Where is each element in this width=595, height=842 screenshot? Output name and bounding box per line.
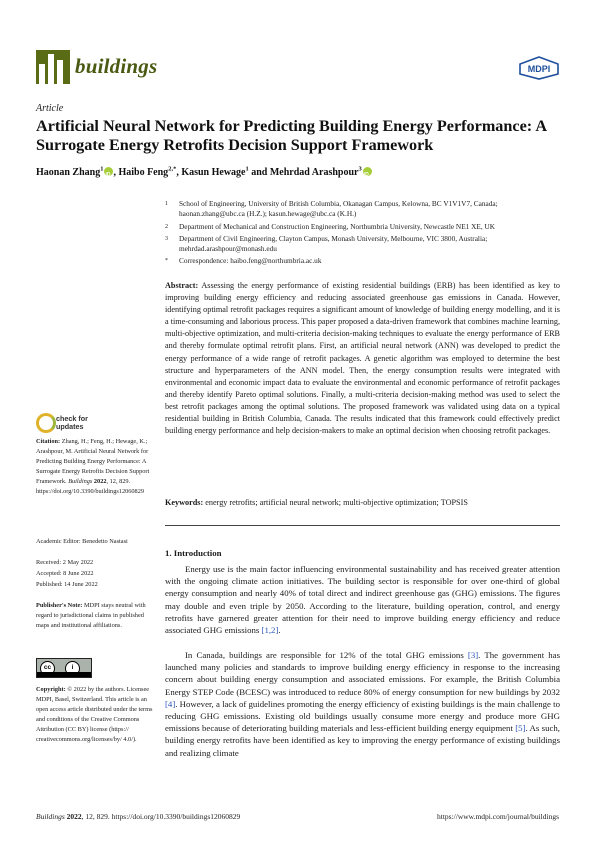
- cc-badge-bar: [37, 672, 91, 677]
- author-name[interactable]: Haibo Feng: [118, 167, 169, 178]
- publisher-note-text: MDPI stays neutral with regard to jurisdictional claims in published maps and institutional affiliations.: [36, 602, 146, 629]
- footer-journal-url[interactable]: https://www.mdpi.com/journal/buildings: [436, 812, 559, 821]
- footer-citation: [36, 812, 240, 821]
- abstract: [165, 280, 560, 437]
- accepted-date: Accepted: 8 June 2022: [36, 570, 94, 577]
- citation-block: [36, 437, 154, 496]
- keywords-label: Keywords:: [165, 498, 204, 507]
- abstract-text: Assessing the energy performance of existing residential buildings (ERB) has been identified as key to improving building energy efficiency and reducing associated greenhouse gas emissions in Canada. However, identifying optimal retrofit packages requires a significant amount of knowledge of building energy modelling, and it is a time-consuming and laborious process. This paper proposed a data-driven framework that combines machine learning, multi-objective optimization, and multi-criteria decision-making techniques to evaluate the energy performance of ERB and thereby formulate optimal retrofit plans. First, an artificial neural network (ANN) was developed to predict the energy performance of a wide range of retrofit packages. A genetic algorithm was employed to determine the best structure and hyperparameters of the ANN model. Then, the energy consumption results were integrated with environmental and economic impact data to evaluate the environmental and economic performance of retrofit packages and thereby identify Pareto optimal solutions. Finally, a multi-criteria decision-making method was used to select the best retrofit packages among the optimal solutions. The proposed framework was validated using data on a typical residential building in British Columbia, Canada. The results indicated that this framework could effectively predict building energy performance and help decision-makers to make an optimal decision when choosing retrofit packages.: [165, 281, 560, 436]
- keywords-text: energy retrofits; artificial neural network; multi-objective optimization; TOPSIS: [205, 498, 468, 507]
- author-separator: ,: [113, 167, 119, 178]
- journal-header: [36, 48, 559, 88]
- cc-by-license-badge[interactable]: [36, 658, 92, 678]
- author-name[interactable]: Haonan Zhang: [36, 167, 101, 178]
- citation-journal: Buildings: [68, 477, 93, 485]
- intro-paragraph-2: In Canada, buildings are responsible for 12% of the total GHG emissions [3]. The government has launched many policies and standards to improve building energy efficiency in response to the increasing concern about building energy consumption and associated emissions. For example, the British Columbia Energy STEP Code (BCESC) was introduced to reduce 80% of energy consumption for new buildings by 2032 [4]. However, a lack of guidelines promoting the energy efficiency of existing buildings is the main challenge to reducing GHG emissions. Existing old buildings usually consume more energy and produce more GHG emissions because of deteriorating building materials and less-efficient building energy equipment [5]. As such, building energy retrofits have been identified as key to improving the energy performance of existing buildings and realizing climate: [165, 650, 561, 758]
- abstract-label: Abstract:: [165, 281, 199, 290]
- paragraph-text: Energy use is the main factor influencing environmental sustainability and has received greater attention with the ongoing climate action initiatives. The building sector is responsible for over one-third of global energy consumption and nearly 40% of total direct and indirect greenhouse gas (GHG) emissions. The figures may double and even triple by 2050. According to the literature, building operation, control, and energy retrofits have garnered greater attention for their need to improve building energy efficiency and reduce associated GHG emissions: [165, 564, 560, 636]
- author-affil: 3: [358, 165, 362, 173]
- check-updates-icon: [36, 413, 56, 433]
- author-separator: ,: [176, 167, 182, 178]
- mdpi-logo-icon[interactable]: [519, 56, 559, 80]
- author-list: [36, 166, 576, 180]
- citation-doi[interactable]: , 12, 829. https://doi.org/10.3390/buildings12060829: [36, 477, 144, 495]
- check-for-updates-button[interactable]: [36, 413, 106, 435]
- citation-link[interactable]: [4]: [165, 698, 176, 709]
- publisher-note: [36, 601, 154, 631]
- published-date: Published: 14 June 2022: [36, 581, 98, 588]
- author-name[interactable]: Kasun Hewage: [181, 167, 246, 178]
- mdpi-logo-text: MDPI: [527, 64, 551, 74]
- footer-year: 2022: [66, 812, 82, 821]
- citation-link[interactable]: [5]: [515, 723, 526, 734]
- journal-name: buildings: [75, 54, 158, 78]
- author-name[interactable]: Mehrdad Arashpour: [269, 167, 359, 178]
- copyright-block: [36, 685, 154, 744]
- orcid-icon[interactable]: [363, 167, 372, 176]
- affiliation-1: [165, 199, 565, 219]
- citation-link[interactable]: [3]: [467, 650, 479, 660]
- citation-label: Citation:: [36, 438, 61, 445]
- academic-editor: Academic Editor: Benedetto Nastasi: [36, 538, 128, 545]
- author-affil: 1: [245, 165, 249, 173]
- affiliation-number: *: [165, 258, 168, 264]
- affiliation-number: 3: [165, 236, 168, 242]
- footer-doi[interactable]: , 12, 829. https://doi.org/10.3390/buildings12060829: [81, 812, 241, 821]
- citation-link[interactable]: [1,2]: [261, 625, 279, 636]
- correspondence-text: Correspondence: haibo.feng@northumbria.ac.uk: [179, 256, 322, 265]
- affiliation-text: School of Engineering, University of British Columbia, Okanagan Campus, Kelowna, BC V1V1V7, Canada; haonan.zhang@ubc.ca (H.Z.); kasun.hewage@ubc.ca (K.H.): [179, 199, 498, 218]
- check-updates-label: check for updates: [56, 414, 88, 431]
- citation-text: Zhang, H.; Feng, H.; Hewage, K.; Arashpour, M. Artificial Neural Network for Predicting Building Energy Performance: A Surrogate Energy Retrofits Decision Support Framework.: [36, 438, 150, 485]
- keywords: [165, 497, 560, 509]
- paper-title: Artificial Neural Network for Predicting Building Energy Performance: A Surrogate Energy Retrofits Decision Support Framework: [36, 117, 547, 154]
- affiliation-text: Department of Mechanical and Construction Engineering, Northumbria University, Newcastle NE1 XE, UK: [179, 222, 496, 231]
- intro-paragraph-1: Energy use is the main factor influencing environmental sustainability and has received greater attention with the ongoing climate action initiatives. The building sector is responsible for over one-third of global energy consumption and nearly 40% of total direct and indirect greenhouse gas (GHG) emissions. The figures may double and even triple by 2050. According to the literature, building operation, control, and energy retrofits have garnered greater attention for their need to improve building energy efficiency and reduce associated GHG emissions [1,2].: [165, 564, 560, 636]
- citation-year: 2022: [93, 477, 107, 485]
- author-affil: 2,*: [168, 165, 177, 173]
- affiliation-3: [165, 234, 565, 254]
- cc-icon: cc: [40, 661, 55, 676]
- section-divider: [165, 525, 560, 526]
- footer-journal: Buildings: [36, 812, 65, 821]
- affiliation-number: 2: [165, 224, 168, 230]
- journal-logo-icon: [36, 50, 70, 84]
- author-and: and: [248, 167, 270, 178]
- affiliation-number: 1: [165, 201, 168, 207]
- affiliation-text: Department of Civil Engineering, Clayton Campus, Monash University, Melbourne, VIC 3800, Australia; mehrdad.arashpour@monash.edu: [179, 234, 488, 253]
- affiliation-2: [165, 222, 565, 232]
- correspondence: [165, 256, 565, 266]
- section-heading: 1. Introduction: [165, 548, 222, 558]
- author-affil: 1: [100, 165, 104, 173]
- received-date: Received: 2 May 2022: [36, 559, 94, 566]
- copyright-label: Copyright:: [36, 686, 66, 693]
- copyright-text: © 2022 by the authors. Licensee MDPI, Basel, Switzerland. This article is an open access article distributed under the terms and conditions of the Creative Commons Attribution (CC BY) license (https:// creativecommons.org/licenses/by/ 4.0/).: [36, 686, 153, 743]
- attribution-icon: i: [65, 661, 80, 676]
- article-type: Article: [36, 103, 64, 114]
- publisher-note-label: Publisher's Note:: [36, 602, 83, 609]
